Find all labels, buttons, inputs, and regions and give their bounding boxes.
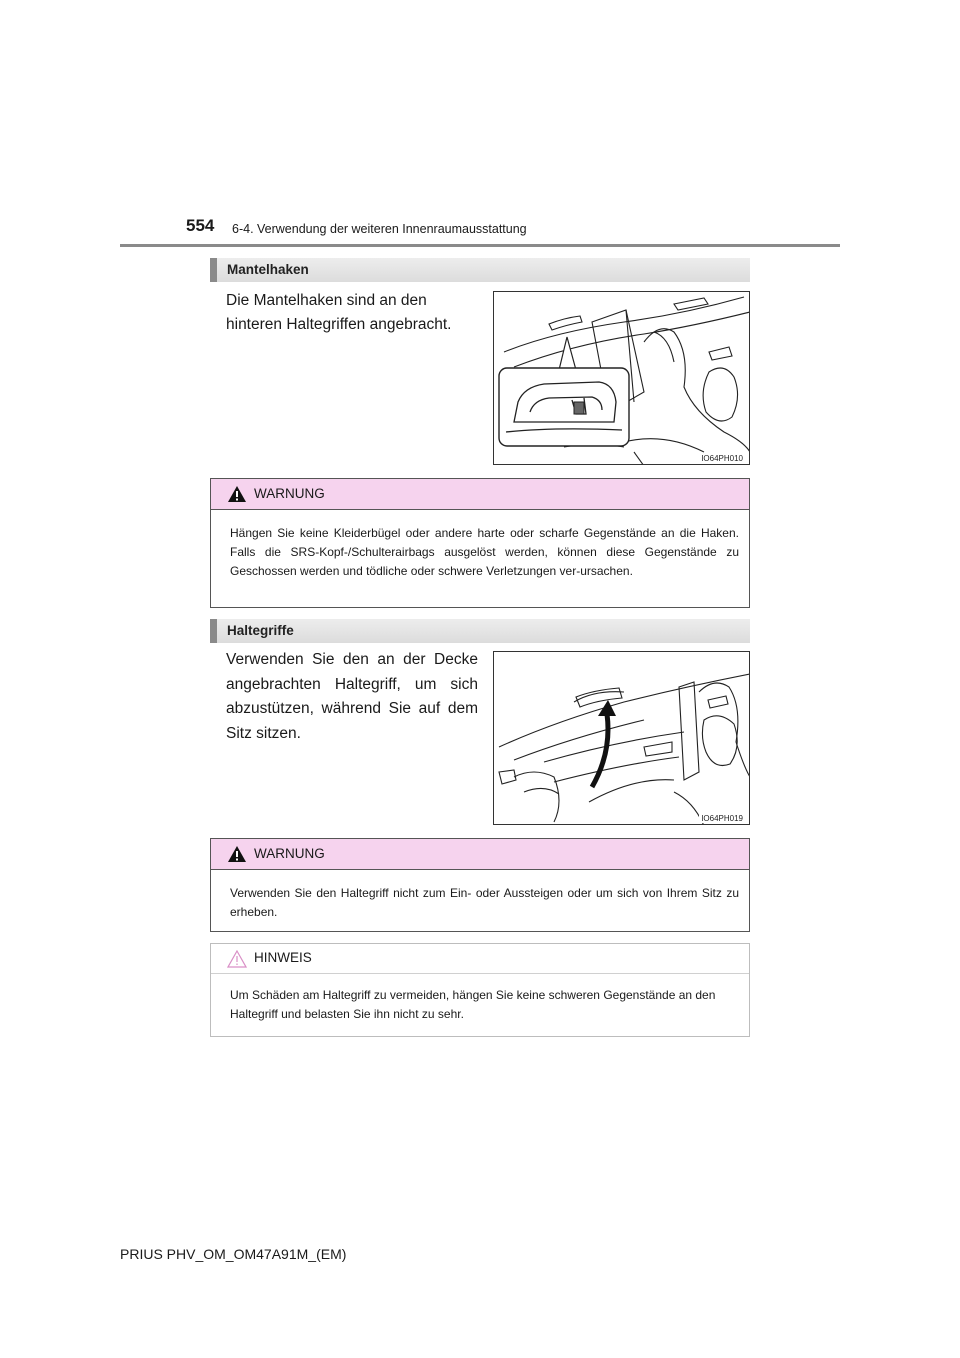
section-heading-haltegriffe: [210, 619, 750, 643]
assist-grip-illustration: [493, 651, 750, 825]
warning-text: Hängen Sie keine Kleiderbügel oder andere harte oder scharfe Gegenstände an die Haken. Falls die SRS-Kopf-/Schulterairbags ausgelöst werden, können diese Gegenstände zu Geschossen werden und tödliche oder schwere Verletzungen ver-ursachen.: [230, 526, 739, 578]
page-number: 554: [186, 216, 215, 235]
warning-header: [211, 839, 749, 870]
section-heading-label: Haltegriffe: [227, 623, 294, 638]
assist-grip-drawing: [494, 652, 750, 825]
section-text-haltegriffe: Verwenden Sie den an der Decke angebrachten Haltegriff, um sich abzustützen, während Sie auf dem Sitz sitzen.: [226, 651, 478, 742]
note-box: [210, 943, 750, 1037]
section-heading-label: Mantelhaken: [227, 262, 309, 277]
warning-title: WARNUNG: [254, 486, 325, 501]
section-heading-mantelhaken: [210, 258, 750, 282]
warning-title: WARNUNG: [254, 846, 325, 861]
warning-header: [211, 479, 749, 510]
coat-hook-drawing: [494, 292, 750, 465]
warning-triangle-icon: [227, 485, 247, 503]
figure-code: IO64PH019: [701, 814, 743, 823]
warning-box-coat-hook: [210, 478, 750, 608]
chapter-title: 6-4. Verwendung der weiteren Innenraumausstattung: [232, 222, 527, 236]
warning-triangle-icon: [227, 845, 247, 863]
coat-hook-illustration: [493, 291, 750, 465]
section-text-mantelhaken: Die Mantelhaken sind an den hinteren Haltegriffen angebracht.: [226, 292, 452, 333]
document-id: PRIUS PHV_OM_OM47A91M_(EM): [120, 1246, 347, 1262]
header-rule: [120, 244, 840, 247]
figure-code: IO64PH010: [701, 454, 743, 463]
note-header: [211, 944, 749, 974]
warning-text: Verwenden Sie den Haltegriff nicht zum Ein- oder Aussteigen oder um sich von Ihrem Sitz zu erheben.: [230, 886, 739, 919]
warning-box-assist-grip: [210, 838, 750, 932]
note-text: Um Schäden am Haltegriff zu vermeiden, hängen Sie keine schweren Gegenstände an den Haltegriff und belasten Sie ihn nicht zu sehr.: [230, 988, 716, 1021]
caution-outline-triangle-icon: [227, 950, 247, 968]
note-title: HINWEIS: [254, 950, 312, 965]
